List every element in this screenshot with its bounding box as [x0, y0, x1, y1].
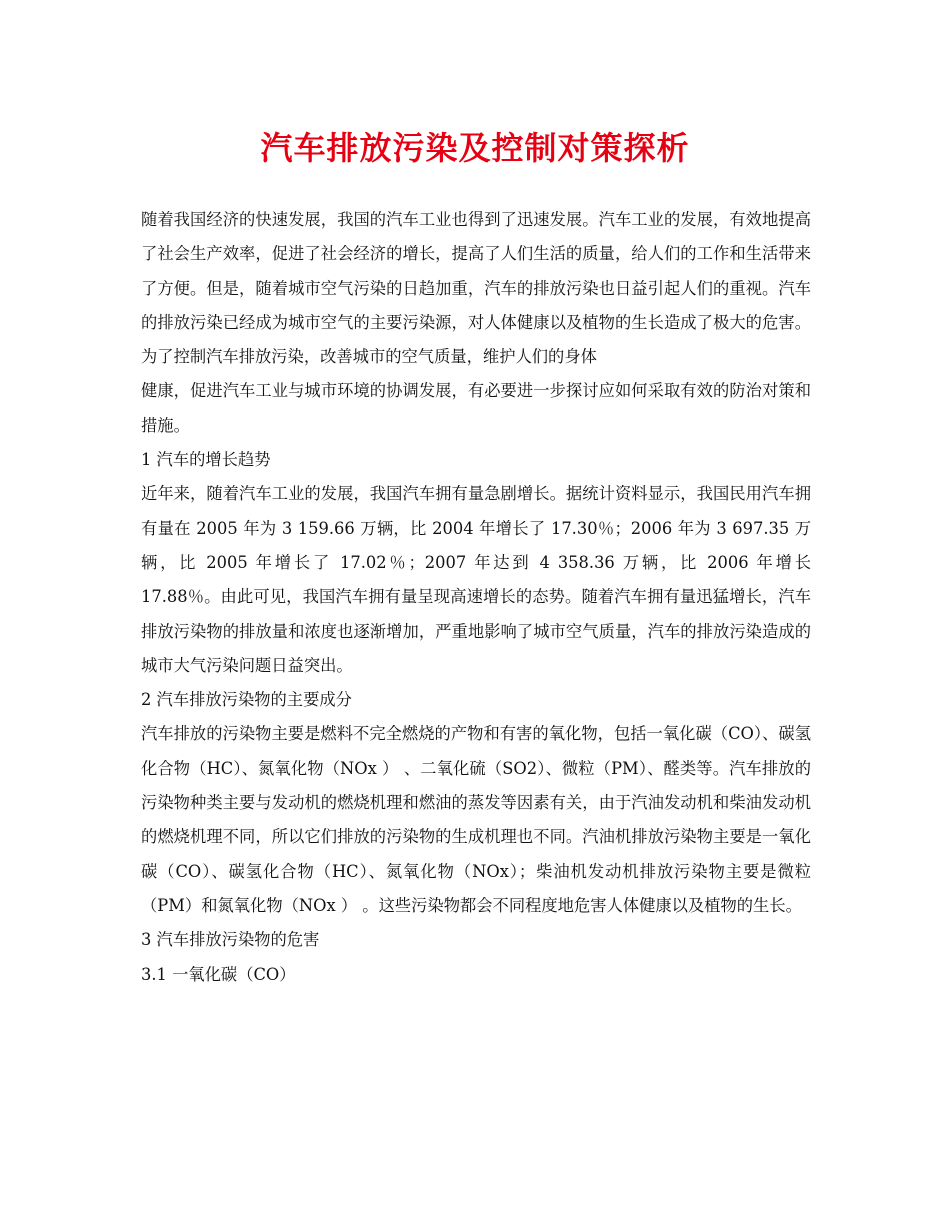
document-body	[141, 203, 811, 992]
section-heading-2: 2 汽车排放污染物的主要成分	[141, 690, 352, 710]
document-title: 汽车排放污染及控制对策探析	[260, 129, 690, 167]
paragraph-intro: 随着我国经济的快速发展，我国的汽车工业也得到了迅速发展。汽车工业的发展，有效地提高了社会生产效率，促进了社会经济的增长，提高了人们生活的质量，给人们的工作和生活带来了方便。但是，随着城市空气污染的日趋加重，汽车的排放污染也日益引起人们的重视。汽车的排放污染已经成为城市空气的主要污染源，对人体健康以及植物的生长造成了极大的危害。为了控制汽车排放污染，改善城市的空气质量，维护人们的身体	[141, 210, 811, 367]
section-heading-1: 1 汽车的增长趋势	[141, 450, 271, 470]
paragraph-section-2: 汽车排放的污染物主要是燃料不完全燃烧的产物和有害的氧化物，包括一氧化碳（CO）、碳氢化合物（HC）、氮氧化物（NOx ） 、二氧化硫（SO2）、微粒（PM）、醛类等。汽车排放的污染物种类主要与发动机的燃烧机理和燃油的蒸发等因素有关，由于汽油发动机和柴油发动机的燃烧机理不同，所以它们排放的污染物的生成机理也不同。汽油机排放污染物主要是一氧化碳（CO）、碳氢化合物（HC）、氮氧化物（NOx）；柴油机发动机排放污染物主要是微粒（PM）和氮氧化物（NOx ） 。这些污染物都会不同程度地危害人体健康以及植物的生长。	[141, 724, 811, 915]
subsection-heading-3-1: 3.1 一氧化碳（CO）	[141, 964, 296, 984]
section-heading-3: 3 汽车排放污染物的危害	[141, 930, 320, 950]
paragraph-intro-continued: 健康，促进汽车工业与城市环境的协调发展，有必要进一步探讨应如何采取有效的防治对策和措施。	[141, 381, 811, 435]
paragraph-section-1: 近年来，随着汽车工业的发展，我国汽车拥有量急剧增长。据统计资料显示，我国民用汽车拥有量在 2005 年为 3 159.66 万辆，比 2004 年增长了 17.30％；2006 年为 3 697.35 万辆，比 2005 年增长了 17.02％；2007 年达到 4 358.36 万辆，比 2006 年增长 17.88％。由此可见，我国汽车拥有量呈现高速增长的态势。随着汽车拥有量迅猛增长，汽车排放污染物的排放量和浓度也逐渐增加，严重地影响了城市空气质量，汽车的排放污染造成的城市大气污染问题日益突出。	[141, 484, 811, 675]
